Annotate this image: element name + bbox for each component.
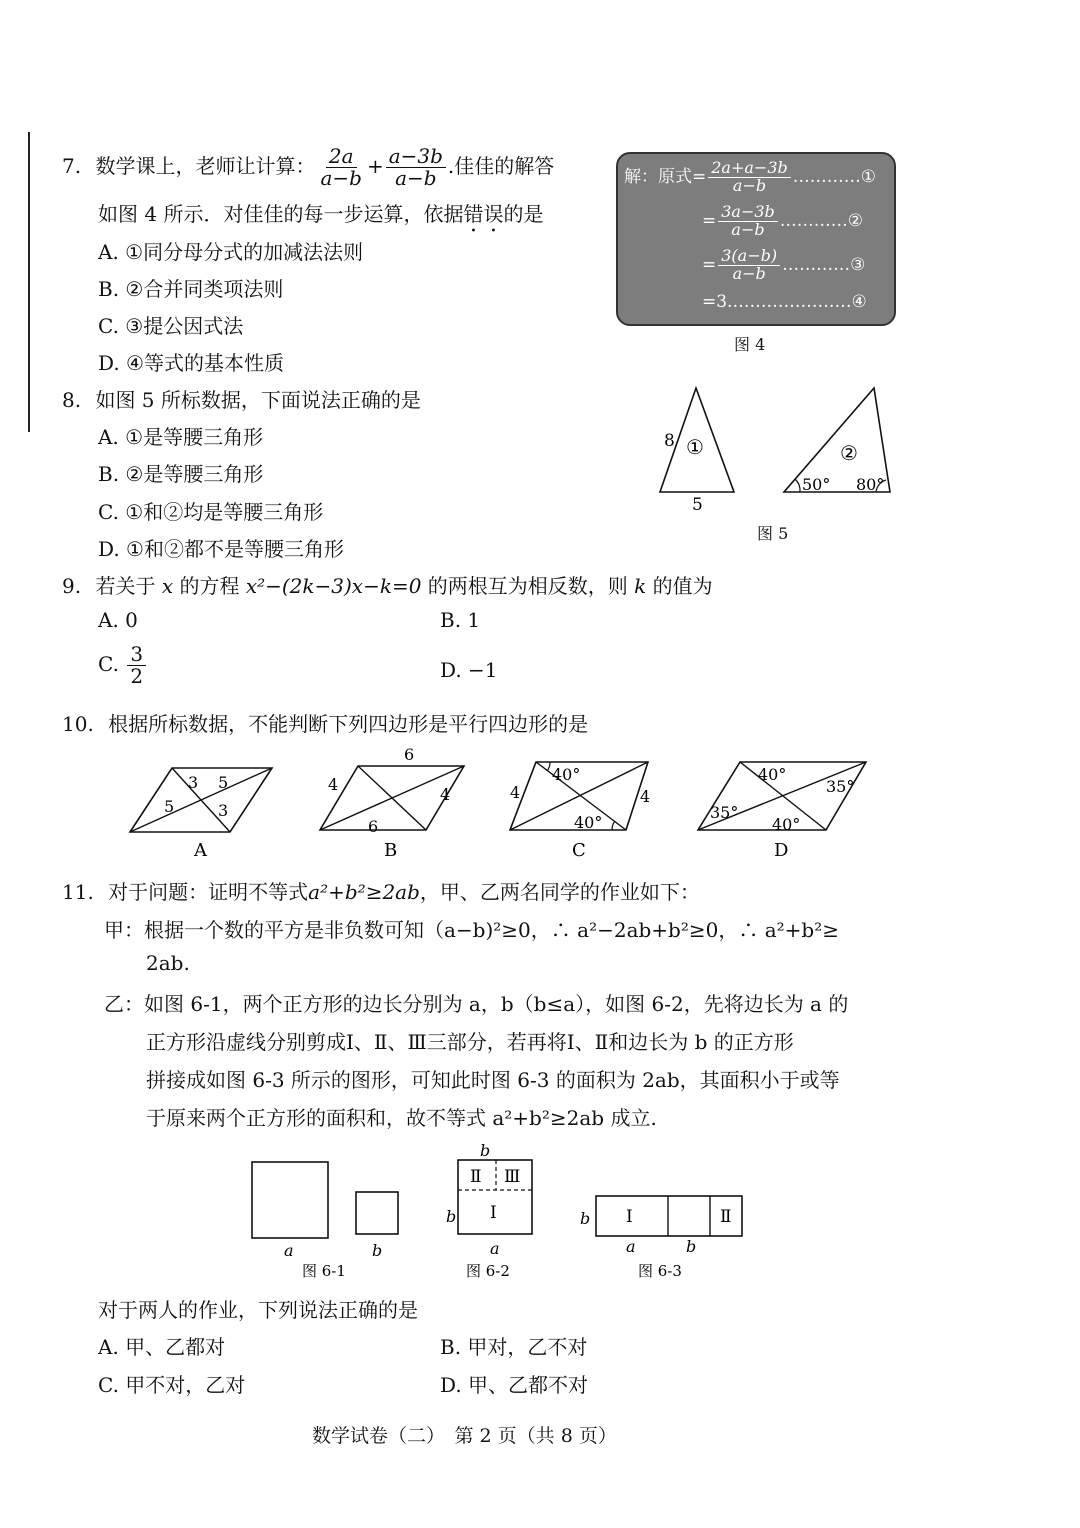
q10-b-top: 6 (404, 745, 415, 764)
q8-option-b[interactable]: B. ②是等腰三角形 (98, 462, 264, 486)
figure-5-label: 图 5 (757, 524, 789, 543)
q7-frac1-den: a−b (320, 166, 362, 190)
q11-jia-line2: 2ab. (146, 951, 190, 975)
q10-d-a2: 35° (826, 777, 855, 796)
q10-fig-c (510, 762, 650, 861)
q11-ask: 对于两人的作业，下列说法正确的是 (98, 1298, 418, 1322)
q7-frac1 (317, 146, 364, 189)
q11-jia-line1: 甲：根据一个数的平方是非负数可知（a−b)²≥0，∴ a²−2ab+b²≥0，∴ a²+b²≥ (104, 918, 839, 942)
fig4-step4-mark: …………………④ (732, 292, 867, 312)
fig6-2-label: 图 6-2 (466, 1262, 510, 1280)
fig4-step3-num: 3(a−b) (718, 248, 780, 266)
fig4-step1 (624, 160, 876, 195)
q7-line2-a: 如图 4 所示．对佳佳的每一步运算，依据 (98, 202, 464, 226)
fig6-2-top: b (480, 1141, 491, 1160)
fig4-step1-frac (708, 160, 791, 195)
fig6-2 (446, 1141, 532, 1280)
q10-fig-a (130, 768, 272, 861)
q11-yi-line1: 乙：如图 6-1，两个正方形的边长分别为 a，b（b≤a），如图 6-2，先将边长为 a 的 (104, 992, 849, 1016)
q10-c-a1: 40° (552, 765, 581, 784)
fig4-prefix: 解：原式= (624, 166, 707, 187)
margin-line (28, 132, 30, 432)
fig4-step4 (702, 292, 867, 312)
q7-option-b[interactable]: B. ②合并同类项法则 (98, 277, 284, 301)
fig5-t1-mark: ① (686, 435, 704, 459)
fig6-3-left: b (580, 1209, 591, 1228)
q11-stem (62, 876, 700, 905)
q11-option-c[interactable]: C. 甲不对，乙对 (98, 1373, 246, 1397)
q9-equation: x²−(2k−3)x−k=0 (245, 574, 422, 598)
fig4-step1-den: a−b (732, 175, 767, 195)
q9-option-d[interactable]: D. −1 (440, 658, 498, 682)
q10-a-s4: 3 (218, 801, 229, 820)
q10-text: 根据所标数据，不能判断下列四边形是平行四边形的是 (108, 712, 589, 736)
q7-plus: + (366, 154, 384, 178)
fig6-1-square-b (356, 1192, 398, 1234)
fig4-step3-mark: …………③ (782, 254, 866, 275)
fig6-2-r2: Ⅲ (504, 1167, 521, 1187)
q10-d-label: D (774, 840, 789, 861)
page-footer: 数学试卷（二） 第 2 页（共 8 页） (312, 1425, 617, 1447)
fig4-step2 (702, 204, 863, 239)
q10-c-arc1 (547, 762, 550, 771)
fig5-t1-base: 5 (692, 495, 703, 515)
q10-a-s1: 3 (188, 773, 199, 792)
figure-q10 (118, 740, 878, 864)
q9-number: 9. (62, 574, 82, 598)
fig6-3-bottom-b: b (686, 1237, 697, 1256)
q7-text-a: 数学课上，老师让计算： (95, 154, 316, 178)
q11-ineq: a²+b²≥2ab (308, 880, 420, 904)
q10-a-s2: 5 (218, 773, 229, 792)
q9-var-k: k (634, 574, 647, 598)
q8-stem (62, 384, 421, 413)
q10-b-right: 4 (440, 785, 451, 804)
q9-option-c-label: C. (98, 652, 119, 676)
q7-option-c[interactable]: C. ③提公因式法 (98, 314, 244, 338)
q8-option-d[interactable]: D. ①和②都不是等腰三角形 (98, 537, 344, 561)
fig5-t1-side: 8 (664, 431, 675, 451)
fig6-3-r1: Ⅰ (626, 1207, 633, 1227)
figure-6 (240, 1138, 760, 1288)
fig4-step2-eq: = (702, 210, 717, 231)
q10-a-s3: 5 (164, 797, 175, 816)
q10-fig-d (698, 762, 866, 861)
q9-text-d: 的值为 (652, 574, 713, 598)
fig4-step2-den: a−b (731, 219, 765, 239)
fig6-1 (252, 1162, 398, 1280)
q10-b-left: 4 (328, 775, 339, 794)
fig4-step3 (702, 248, 865, 283)
q10-c-arc2 (612, 821, 615, 830)
fig4-step2-num: 3a−3b (718, 204, 778, 222)
q11-option-b[interactable]: B. 甲对，乙不对 (440, 1335, 588, 1359)
q11-text-b: ，甲、乙两名同学的作业如下： (419, 880, 700, 904)
q10-number: 10. (62, 712, 94, 736)
q10-a-label: A (194, 840, 207, 861)
q10-stem (62, 708, 588, 737)
fig6-2-r3: Ⅰ (490, 1203, 497, 1223)
q9-text-c: 的两根互为相反数，则 (427, 574, 628, 598)
q7-line2-c: 的是 (503, 202, 544, 226)
fig4-step2-mark: …………② (779, 210, 864, 231)
fig4-step1-mark: …………① (792, 166, 876, 187)
fig4-step2-frac (718, 204, 778, 239)
q7-frac2 (386, 146, 446, 189)
fig6-1-b: b (372, 1241, 383, 1260)
q9-option-a[interactable]: A. 0 (98, 608, 138, 632)
q8-option-c[interactable]: C. ①和②均是等腰三角形 (98, 500, 324, 524)
fig5-t2-arc1 (795, 479, 800, 492)
fig4-step4-text: =3. (702, 292, 733, 312)
q10-b-bottom: 6 (368, 817, 379, 836)
q10-d-a4: 40° (772, 815, 801, 834)
fig5-t2-mark: ② (840, 441, 858, 465)
fig6-1-a: a (284, 1241, 294, 1260)
fig6-2-r1: Ⅱ (470, 1167, 482, 1187)
q9-option-c-den: 2 (130, 664, 144, 688)
q11-option-d[interactable]: D. 甲、乙都不对 (440, 1373, 589, 1397)
q9-var-x: x (161, 574, 174, 598)
q11-yi-line4: 于原来两个正方形的面积和，故不等式 a²+b²≥2ab 成立. (146, 1106, 657, 1130)
q10-d-a1: 40° (758, 765, 787, 784)
q7-option-d[interactable]: D. ④等式的基本性质 (98, 351, 284, 375)
q9-stem (62, 570, 713, 599)
q11-yi-line2: 正方形沿虚线分别剪成Ⅰ、Ⅱ、Ⅲ三部分，若再将Ⅰ、Ⅱ和边长为 b 的正方形 (146, 1030, 794, 1054)
fig6-2-left: b (446, 1207, 457, 1226)
q10-d-a3: 35° (710, 803, 739, 822)
q7-text-b: .佳佳的解答 (447, 154, 555, 178)
q9-text-a: 若关于 (95, 574, 156, 598)
q7-option-a[interactable]: A. ①同分母分式的加减法法则 (98, 240, 364, 264)
q8-number: 8. (62, 388, 82, 412)
q10-fig-b (320, 745, 464, 861)
q8-text: 如图 5 所标数据，下面说法正确的是 (95, 388, 421, 412)
fig4-step3-den: a−b (732, 263, 766, 283)
figure-4-label: 图 4 (734, 335, 766, 354)
q7-line2 (98, 198, 543, 237)
q10-b-label: B (384, 840, 398, 861)
q9-option-c[interactable] (98, 644, 148, 687)
q10-c-right: 4 (640, 787, 651, 806)
q11-number: 11. (62, 880, 94, 904)
q11-option-a[interactable]: A. 甲、乙都对 (98, 1335, 226, 1359)
q7-frac2-num: a−3b (386, 146, 446, 168)
fig4-step1-num: 2a+a−3b (708, 160, 791, 178)
fig5-t2-angle1: 50° (802, 475, 831, 494)
q9-option-b[interactable]: B. 1 (440, 608, 481, 632)
q7-frac2-den: a−b (395, 166, 437, 190)
fig4-step3-eq: = (702, 254, 717, 275)
fig4-step3-frac (718, 248, 780, 283)
q11-text-a: 对于问题：证明不等式 (108, 880, 309, 904)
q8-option-a[interactable]: A. ①是等腰三角形 (98, 425, 264, 449)
q9-option-c-num: 3 (127, 644, 146, 666)
fig6-3-r2: Ⅱ (720, 1207, 732, 1227)
q11-yi-line3: 拼接成如图 6-3 所示的图形，可知此时图 6-3 的面积为 2ab，其面积小于或等 (146, 1068, 840, 1092)
q9-option-c-frac (127, 644, 146, 687)
fig6-1-label: 图 6-1 (302, 1262, 346, 1280)
q10-c-left: 4 (510, 783, 521, 802)
fig6-3-bottom-a: a (626, 1237, 636, 1256)
q7-stem (62, 146, 554, 189)
fig6-1-square-a (252, 1162, 328, 1238)
figure-4-solution-box (616, 152, 896, 326)
q10-c-label: C (572, 840, 586, 861)
fig6-2-bottom: a (490, 1239, 500, 1258)
fig6-3-label: 图 6-3 (638, 1262, 682, 1280)
q7-number: 7. (62, 154, 82, 178)
q10-c-a2: 40° (574, 813, 603, 832)
fig5-t2-angle2: 80° (856, 475, 885, 494)
q9-text-b: 的方程 (179, 574, 240, 598)
q7-line2-emph: 错误 (463, 202, 504, 226)
q7-frac1-num: 2a (326, 146, 357, 168)
fig6-3 (580, 1196, 742, 1280)
